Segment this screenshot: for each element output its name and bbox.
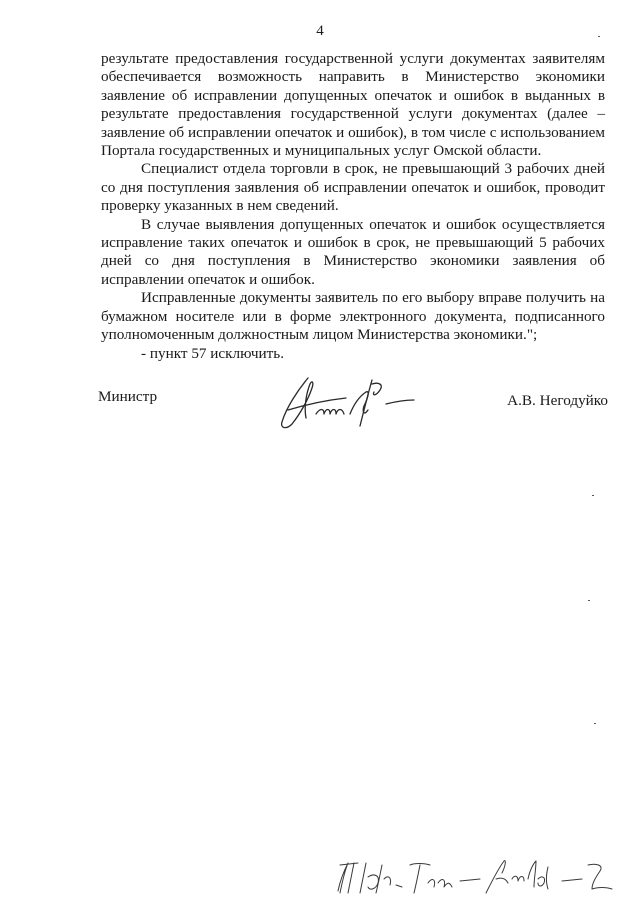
scan-speck — [592, 495, 594, 496]
scan-speck — [588, 600, 590, 601]
handwritten-signature — [268, 370, 498, 440]
paragraph-item-57: - пункт 57 исключить. — [141, 344, 285, 362]
paragraph-verification: Специалист отдела торговли в срок, не превышающий 3 рабочих дней со дня поступления заявления об исправлении опечаток и ошибок, проводит проверку указанных в нем сведений. — [101, 160, 605, 215]
paragraph-continuation: результате предоставления государственной услуги документах заявителям обеспечивается возможность направить в Министерство экономики заявление об исправлении допущенных опечаток и ошибок в выданных в результате предоставления государственной услуги документах (далее – заявление об исправлении опечаток и ошибок), в том числе с использованием Портала государственных и муниципальных услуг Омской области. — [101, 50, 605, 160]
scan-speck — [598, 36, 600, 37]
signature-block — [98, 388, 608, 448]
bottom-handwritten-marks — [330, 855, 630, 901]
paragraph-correction: В случае выявления допущенных опечаток и ошибок осуществляется исправление таких опечаток и ошибок в срок, не превышающий 5 рабочих дней со дня поступления в Министерство экономики заявления об исправлении опечаток и ошибок. — [101, 215, 605, 288]
paragraph-documents-receipt: Исправленные документы заявитель по его выбору вправе получить на бумажном носителе или в форме электронного документа, подписанного уполномоченным должностным лицом Министерства экономики."; — [101, 289, 605, 344]
page-number: 4 — [316, 23, 324, 39]
minister-title: Министр — [98, 388, 158, 405]
scan-speck — [594, 723, 596, 724]
minister-name: А.В. Негодуйко — [507, 392, 608, 409]
document-body — [101, 50, 605, 363]
